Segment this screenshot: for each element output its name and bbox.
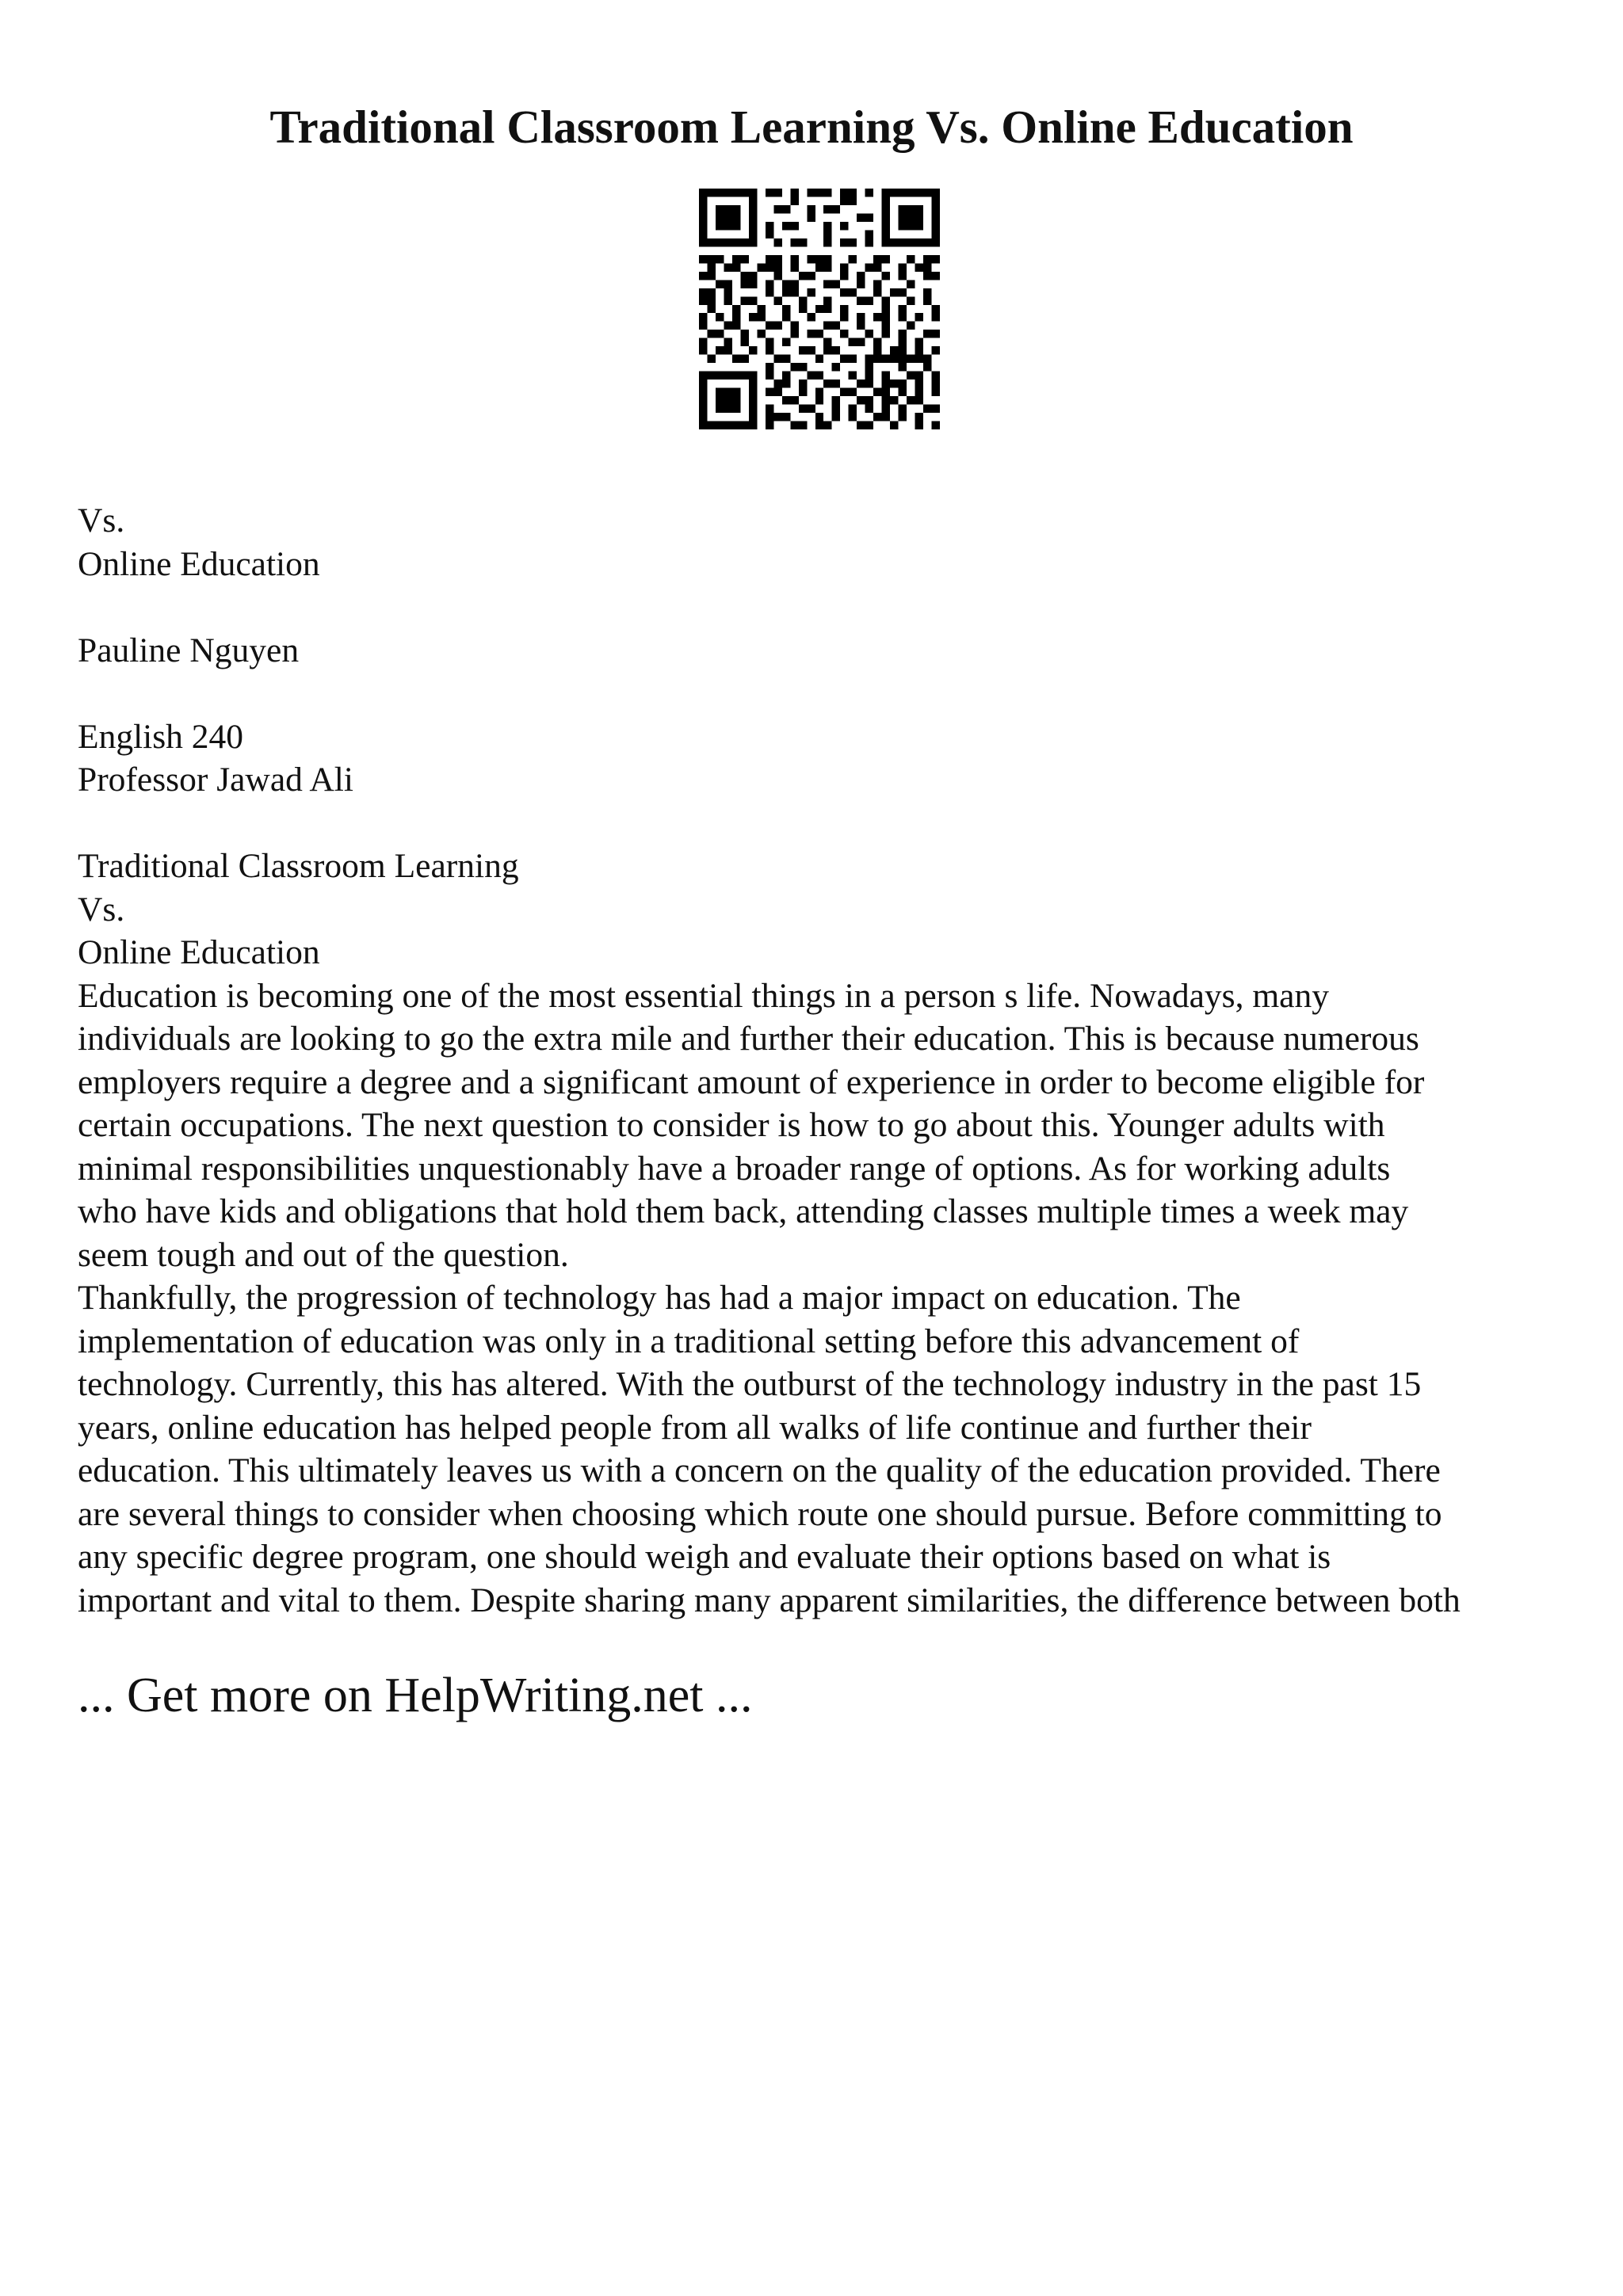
paragraph-1-line: employers require a degree and a significant amount of experience in order to become eligible for (78, 1062, 1425, 1101)
course-name: English 240 (78, 717, 244, 756)
paragraph-1-line: certain occupations. The next question to consider is how to go about this. Younger adults with (78, 1106, 1385, 1144)
professor-name: Professor Jawad Ali (78, 761, 353, 799)
spacer (78, 672, 1568, 715)
document-title: Traditional Classroom Learning Vs. Online Education (269, 101, 1354, 153)
essay-heading-line: Vs. (78, 890, 125, 929)
spacer (78, 585, 1568, 629)
paragraph-2-line: years, online education has helped people from all walks of life continue and further their (78, 1408, 1312, 1447)
spacer (78, 802, 1568, 845)
paragraph-2-line: Thankfully, the progression of technology has had a major impact on education. The (78, 1279, 1241, 1317)
author-name: Pauline Nguyen (78, 631, 300, 669)
get-more-link[interactable]: ... Get more on HelpWriting.net ... (78, 1669, 753, 1722)
paragraph-2-line: any specific degree program, one should weigh and evaluate their options based on what is (78, 1538, 1331, 1576)
header-vs: Vs. (78, 502, 125, 540)
paragraph-2-line: implementation of education was only in a traditional setting before this advancement of (78, 1322, 1300, 1360)
paragraph-1-line: Education is becoming one of the most essential things in a person s life. Nowadays, many (78, 976, 1329, 1015)
paragraph-1-line: seem tough and out of the question. (78, 1235, 569, 1274)
essay-heading-line: Traditional Classroom Learning (78, 847, 519, 885)
paragraph-1-line: minimal responsibilities unquestionably have a broader range of options. As for working adults (78, 1149, 1391, 1188)
essay-heading-line: Online Education (78, 933, 320, 971)
header-online-education: Online Education (78, 544, 320, 583)
paragraph-2-line: important and vital to them. Despite sharing many apparent similarities, the difference between both (78, 1581, 1461, 1619)
paragraph-2-line: are several things to consider when choosing which route one should pursue. Before committing to (78, 1494, 1442, 1533)
qr-code-icon (699, 189, 940, 429)
paragraph-1-line: individuals are looking to go the extra mile and further their education. This is because numerous (78, 1020, 1419, 1058)
paragraph-2-line: education. This ultimately leaves us with a concern on the quality of the education provided. There (78, 1451, 1441, 1489)
document-body (78, 499, 1568, 1622)
paragraph-1-line: who have kids and obligations that hold them back, attending classes multiple times a week may (78, 1192, 1409, 1230)
paragraph-2-line: technology. Currently, this has altered. With the outburst of the technology industry in the past 15 (78, 1365, 1422, 1403)
